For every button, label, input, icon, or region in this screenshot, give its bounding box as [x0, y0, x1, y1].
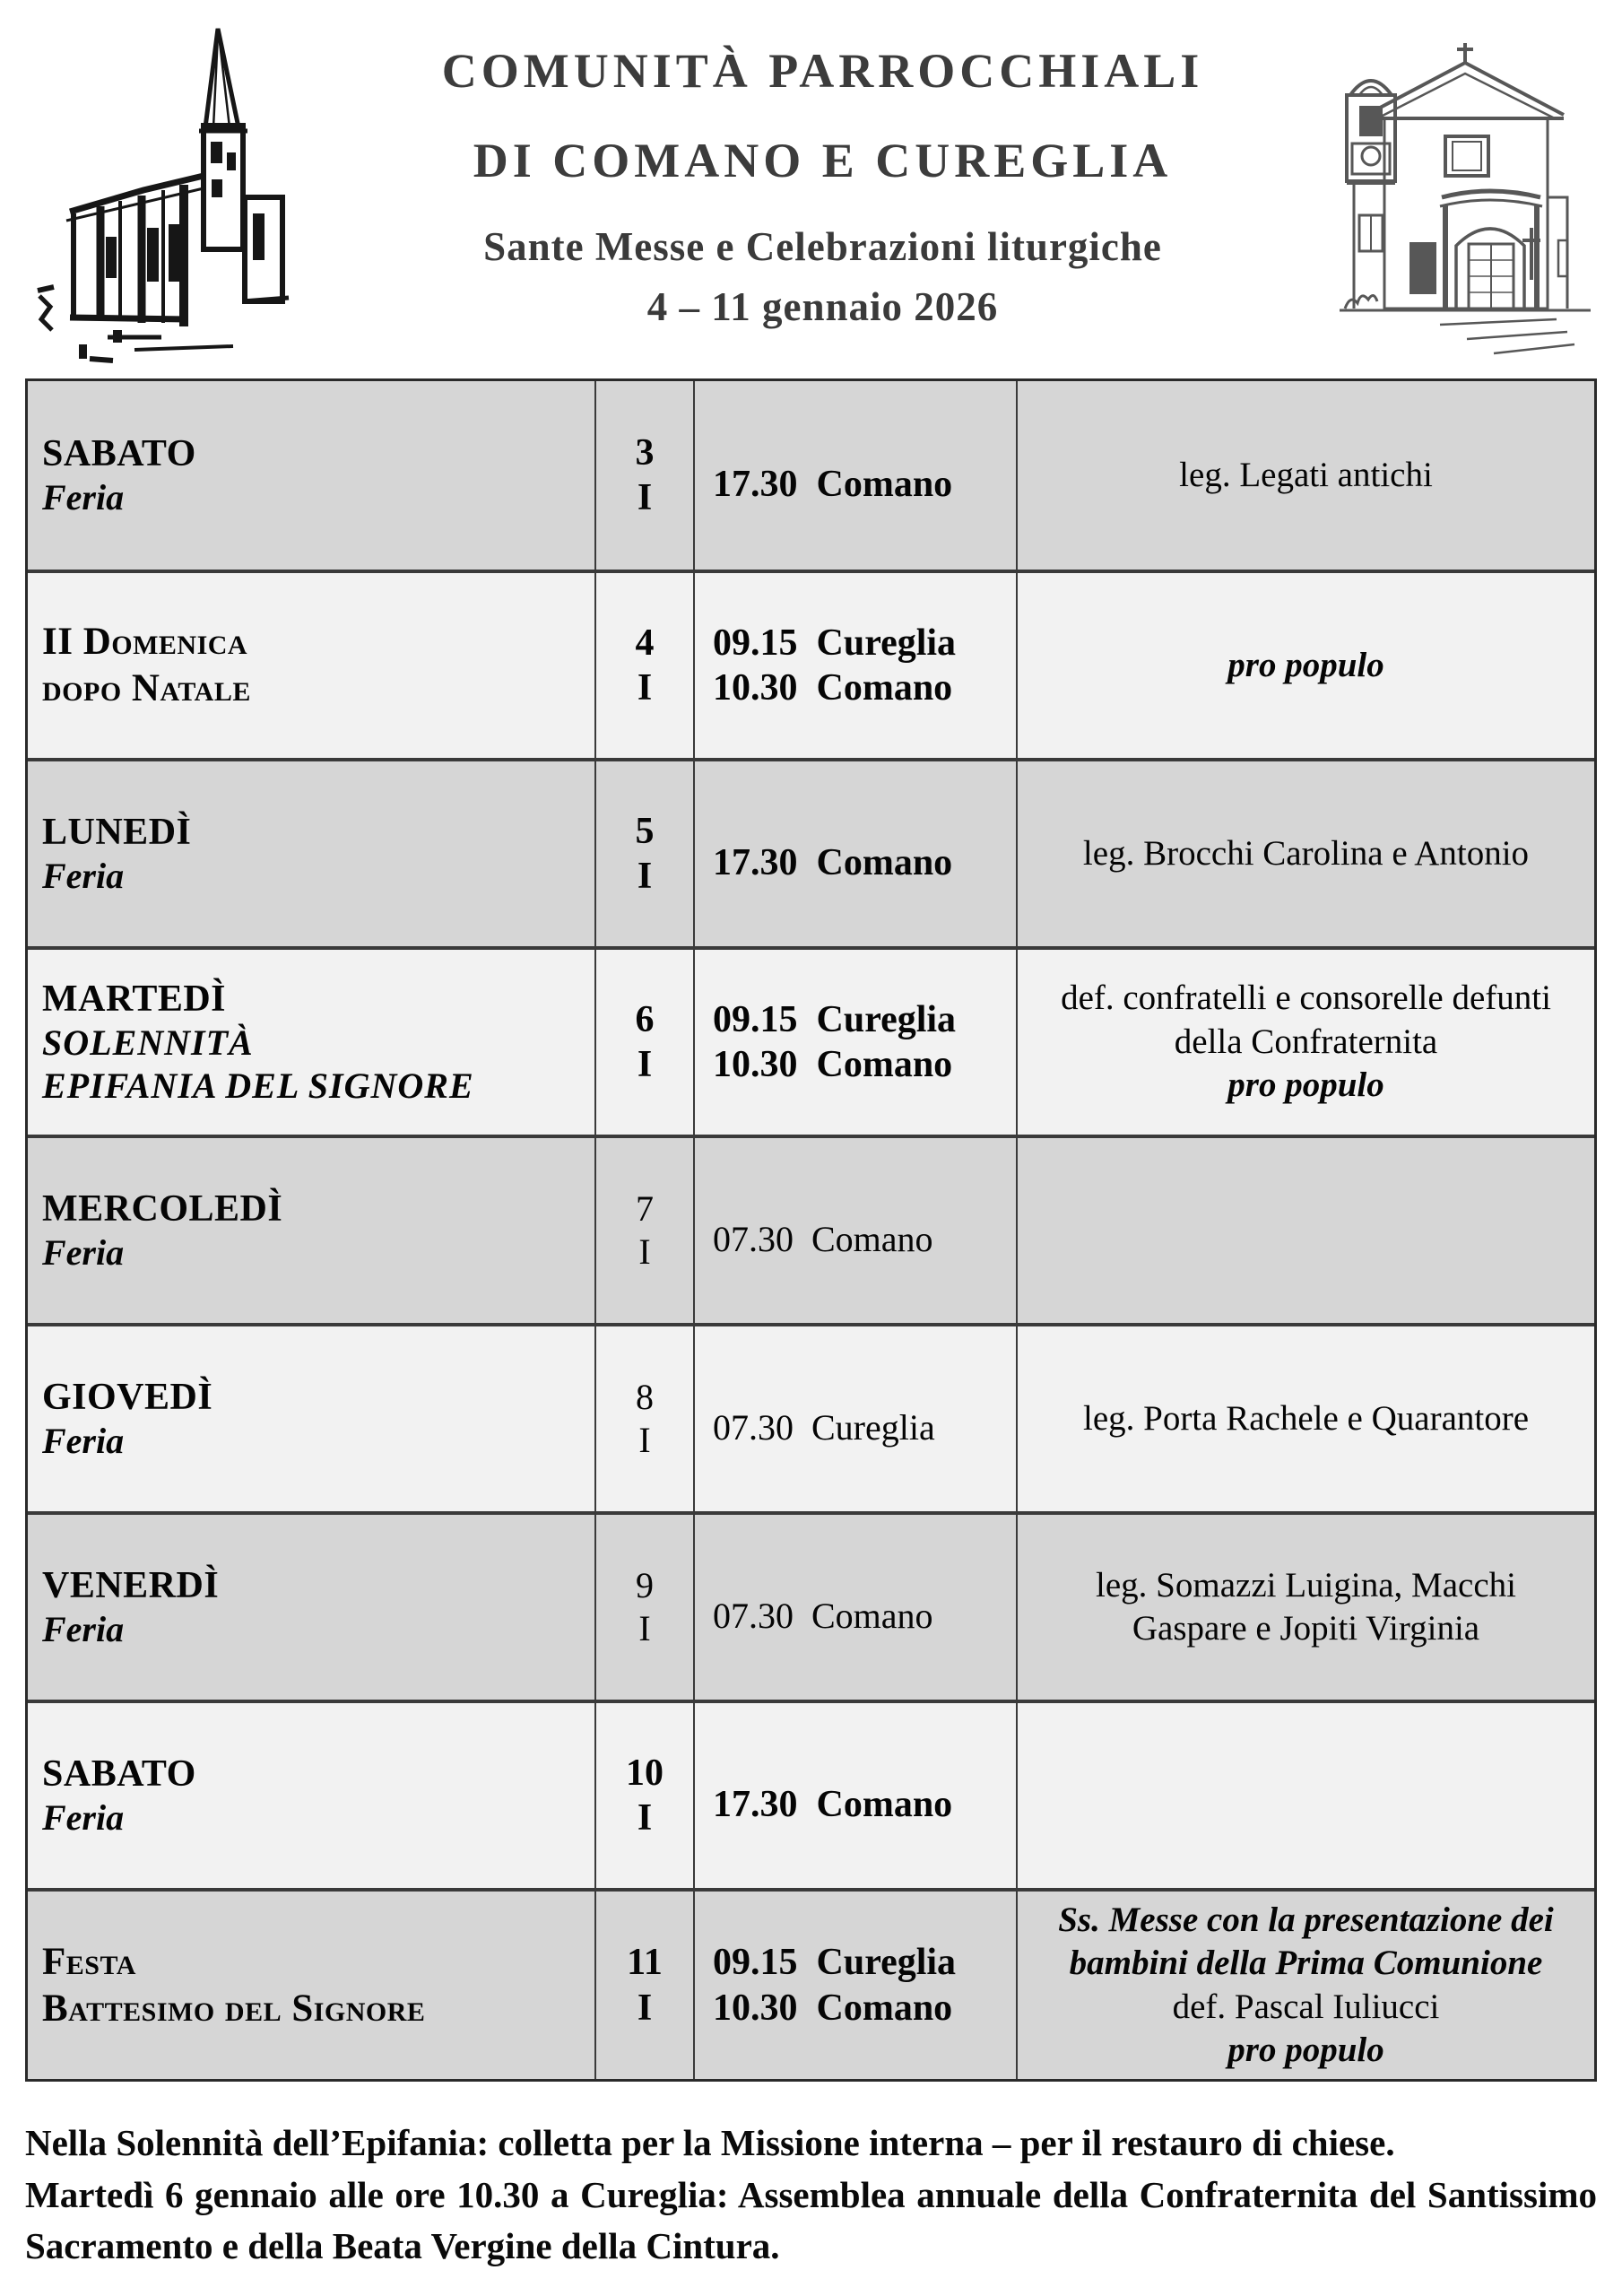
time-line: 17.30 Comano [713, 1783, 953, 1825]
day-line: dopo Natale [42, 667, 251, 709]
time-cell [695, 761, 1018, 946]
time-cell [695, 1326, 1018, 1511]
footer-note-2: Martedì 6 gennaio alle ore 10.30 a Cureglia: Assemblea annuale della Confraternita del Santissimo Sacramento e della Beata Vergine della Cintura. [25, 2173, 1597, 2267]
date-line: 4 [635, 622, 655, 664]
date-cell [594, 1515, 695, 1700]
date-cell [594, 1703, 695, 1888]
subtitle-block [325, 217, 1321, 338]
date-line: 8 [636, 1377, 654, 1417]
time-line: 10.30 Comano [713, 1987, 953, 2029]
table-row [28, 381, 1594, 570]
table-row [28, 1511, 1594, 1700]
date-line: 3 [635, 431, 655, 474]
intention-cell [1018, 950, 1594, 1135]
intention-cell [1018, 1138, 1594, 1323]
day-line: LUNEDÌ [42, 811, 192, 853]
date-line: I [637, 667, 653, 709]
date-line: I [638, 1608, 651, 1648]
date-line: I [637, 1987, 653, 2029]
date-cell [594, 950, 695, 1135]
day-line: SABATO [42, 432, 196, 474]
footer-notes [25, 2118, 1597, 2272]
time-line: 10.30 Comano [713, 667, 953, 709]
intention-line: def. Pascal Iuliucci [1172, 1987, 1440, 2026]
date-line: 9 [636, 1565, 654, 1605]
day-cell [28, 1515, 594, 1700]
date-line: I [637, 477, 653, 518]
page-title-line1: COMUNITÀ PARROCCHIALI [441, 44, 1204, 98]
day-line: MARTEDÌ [42, 978, 227, 1020]
day-line: Feria [42, 1609, 125, 1650]
date-line: 10 [626, 1752, 664, 1794]
date-cell [594, 761, 695, 946]
time-line: 17.30 Comano [713, 463, 953, 505]
footer-note-1: Nella Solennità dell’Epifania: colletta per la Missione interna – per il restauro di chiese. [25, 2122, 1395, 2164]
day-line: Feria [42, 1421, 125, 1462]
date-line: I [637, 856, 653, 897]
header [0, 0, 1622, 378]
intention-cell [1018, 761, 1594, 946]
intention-line: def. confratelli e consorelle defunti [1061, 978, 1551, 1018]
intention-cell [1018, 1326, 1594, 1511]
masses-table [25, 378, 1597, 2082]
time-line: 10.30 Comano [713, 1044, 953, 1085]
intention-line: pro populo [1227, 2031, 1384, 2070]
intention-line: Ss. Messe con la presentazione dei [1058, 1900, 1554, 1939]
title-block [325, 27, 1321, 338]
table-row [28, 946, 1594, 1135]
day-cell [28, 1138, 594, 1323]
day-cell [28, 950, 594, 1135]
intention-cell [1018, 573, 1594, 758]
date-cell [594, 1892, 695, 2079]
date-line: I [637, 1797, 653, 1839]
intention-line: leg. Porta Rachele e Quarantore [1082, 1398, 1530, 1438]
day-line: GIOVEDÌ [42, 1376, 213, 1418]
intention-cell [1018, 381, 1594, 570]
intention-line: della Confraternita [1174, 1022, 1438, 1061]
day-line: MERCOLEDÌ [42, 1187, 283, 1230]
table-row [28, 1323, 1594, 1511]
church-sketch-left-icon [27, 20, 296, 373]
intention-line: pro populo [1227, 1065, 1384, 1105]
time-line: 07.30 Comano [713, 1596, 933, 1636]
date-cell [594, 1138, 695, 1323]
date-cell [594, 381, 695, 570]
table-row [28, 570, 1594, 758]
day-cell [28, 761, 594, 946]
day-cell [28, 1326, 594, 1511]
intention-line: Gaspare e Jopiti Virginia [1132, 1609, 1480, 1648]
time-cell [695, 381, 1018, 570]
subtitle-line2: 4 – 11 gennaio 2026 [646, 284, 999, 330]
intention-cell [1018, 1892, 1594, 2079]
time-cell [695, 1703, 1018, 1888]
intention-line: bambini della Prima Comunione [1069, 1944, 1543, 1983]
date-line: 5 [635, 810, 655, 852]
intention-cell [1018, 1515, 1594, 1700]
date-line: 7 [636, 1188, 654, 1229]
time-line: 09.15 Cureglia [713, 622, 957, 664]
page-title-line2: DI COMANO E CUREGLIA [473, 133, 1173, 187]
time-cell [695, 1892, 1018, 2079]
day-line: Feria [42, 856, 125, 897]
day-line: Feria [42, 477, 125, 518]
time-line: 07.30 Cureglia [713, 1407, 935, 1448]
day-line: Feria [42, 1797, 125, 1839]
time-cell [695, 573, 1018, 758]
date-line: I [637, 1044, 653, 1085]
day-line: Battesimo del Signore [42, 1987, 426, 2030]
table-row [28, 1888, 1594, 2079]
church-sketch-right-icon [1332, 39, 1598, 359]
day-cell [28, 381, 594, 570]
subtitle-line1: Sante Messe e Celebrazioni liturgiche [483, 223, 1162, 269]
day-cell [28, 1892, 594, 2079]
intention-line: leg. Legati antichi [1179, 455, 1433, 494]
day-cell [28, 573, 594, 758]
table-row [28, 1700, 1594, 1888]
date-cell [594, 1326, 695, 1511]
day-line: Festa [42, 1941, 136, 1984]
day-line: SABATO [42, 1752, 196, 1795]
date-line: I [638, 1420, 651, 1460]
day-line: Feria [42, 1232, 125, 1274]
day-line: SOLENNITÀ [42, 1022, 254, 1064]
day-line: VENERDÌ [42, 1564, 220, 1606]
date-line: I [638, 1231, 651, 1272]
intention-cell [1018, 1703, 1594, 1888]
time-line: 09.15 Cureglia [713, 1942, 957, 1984]
intention-line: leg. Brocchi Carolina e Antonio [1082, 833, 1530, 873]
day-line: EPIFANIA DEL SIGNORE [42, 1065, 474, 1107]
table-row [28, 1135, 1594, 1323]
time-line: 09.15 Cureglia [713, 998, 957, 1040]
date-line: 6 [635, 998, 655, 1040]
time-line: 07.30 Comano [713, 1219, 933, 1259]
date-line: 11 [627, 1942, 663, 1984]
table-row [28, 758, 1594, 946]
time-cell [695, 1515, 1018, 1700]
intention-line: leg. Somazzi Luigina, Macchi [1096, 1565, 1516, 1605]
date-cell [594, 573, 695, 758]
day-line: II Domenica [42, 621, 248, 664]
time-cell [695, 1138, 1018, 1323]
time-line: 17.30 Comano [713, 841, 953, 883]
day-cell [28, 1703, 594, 1888]
intention-line: pro populo [1227, 645, 1384, 684]
time-cell [695, 950, 1018, 1135]
